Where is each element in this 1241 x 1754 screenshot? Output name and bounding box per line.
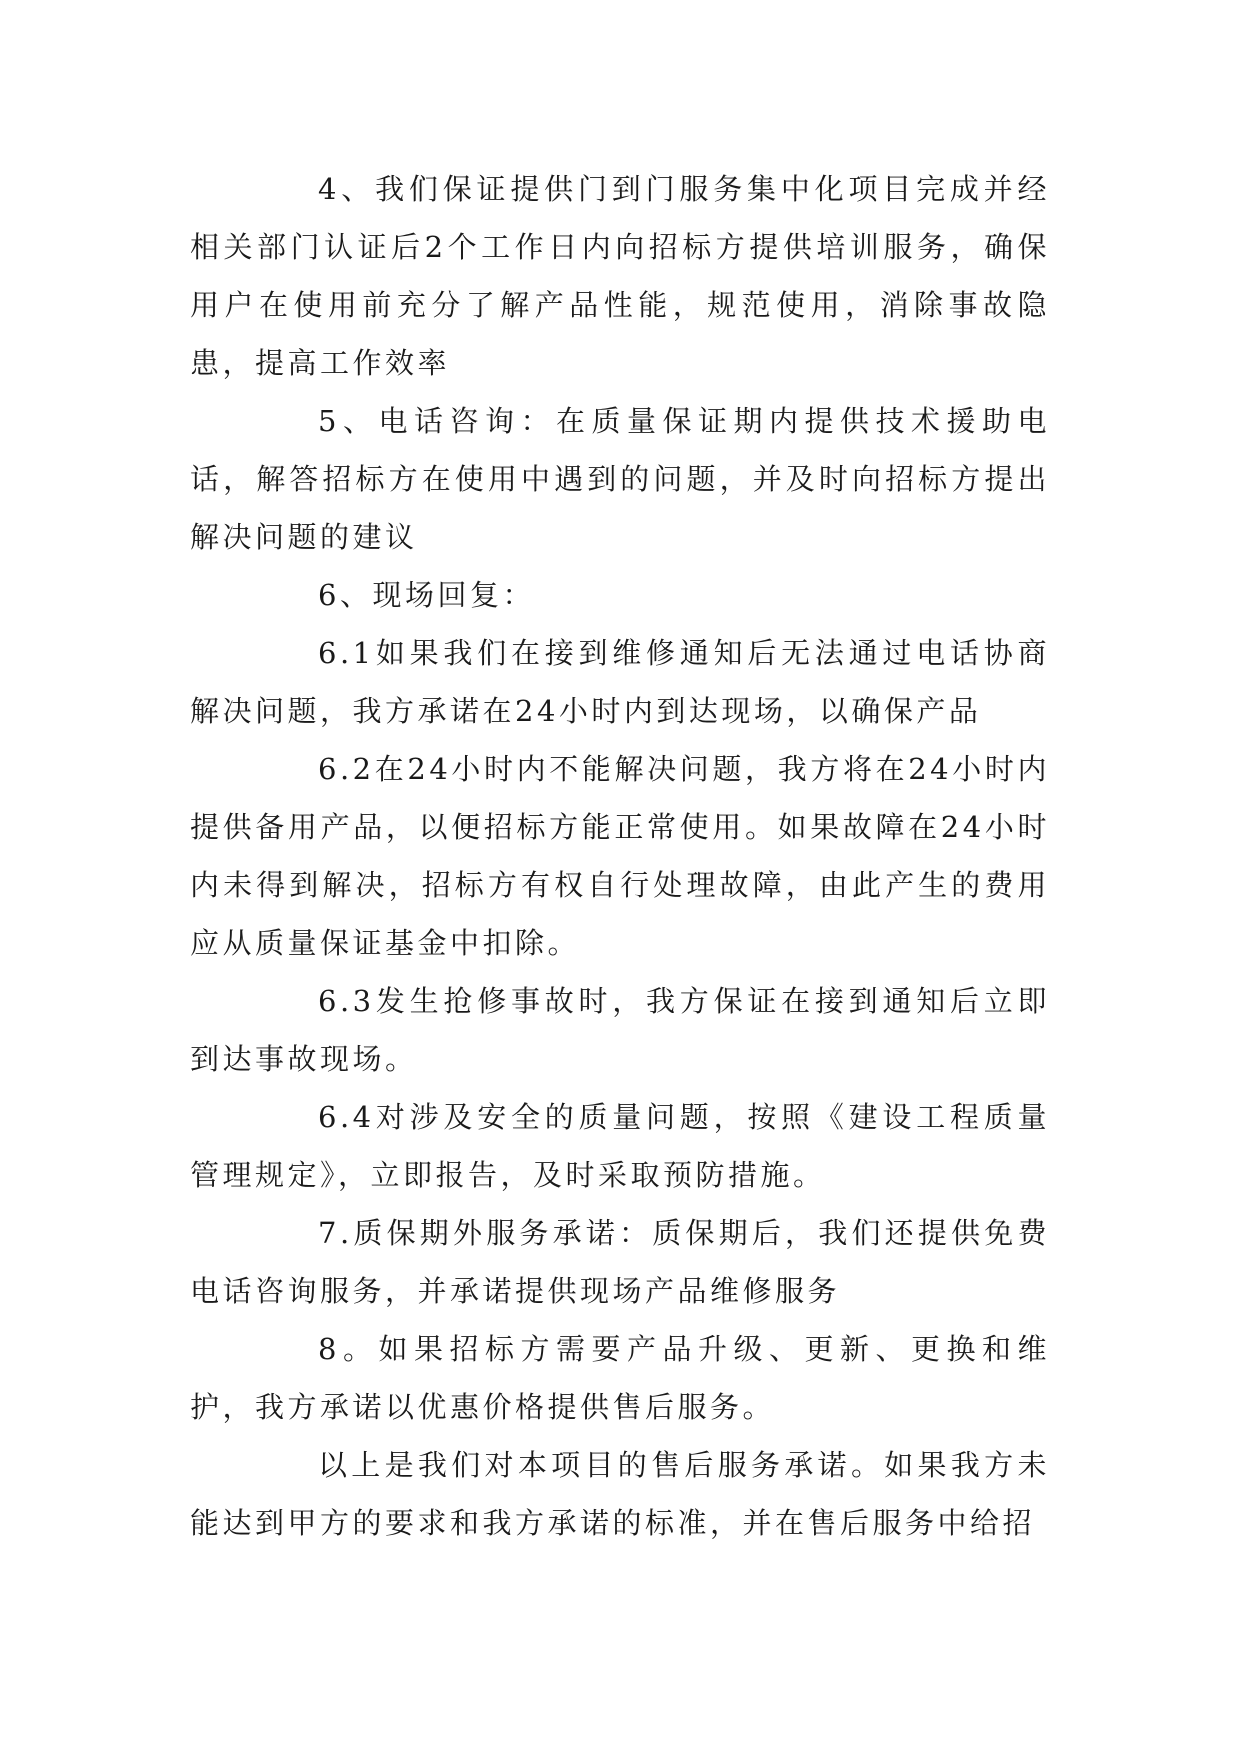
paragraph-phone-consultation: 5、电话咨询：在质量保证期内提供技术援助电话，解答招标方在使用中遇到的问题，并及时向招标方提出解决问题的建议 (190, 404, 1050, 554)
paragraph-onsite-response-heading: 6、现场回复： (318, 578, 535, 612)
paragraph-clause-6-3: 6.3发生抢修事故时，我方保证在接到通知后立即到达事故现场。 (190, 984, 1050, 1076)
paragraph-clause-6-2: 6.2在24小时内不能解决问题，我方将在24小时内提供备用产品，以便招标方能正常使用。如果故障在24小时内未得到解决，招标方有权自行处理故障，由此产生的费用应从质量保证基金中扣除。 (190, 752, 1050, 960)
paragraph-summary: 以上是我们对本项目的售后服务承诺。如果我方未能达到甲方的要求和我方承诺的标准，并在售后服务中给招 (190, 1448, 1050, 1540)
paragraph-upgrade-service: 8。如果招标方需要产品升级、更新、更换和维护，我方承诺以优惠价格提供售后服务。 (190, 1332, 1050, 1424)
paragraph-clause-6-4: 6.4对涉及安全的质量问题，按照《建设工程质量管理规定》，立即报告，及时采取预防措施。 (190, 1100, 1050, 1192)
paragraph-post-warranty-service: 7.质保期外服务承诺：质保期后，我们还提供免费电话咨询服务，并承诺提供现场产品维修服务 (190, 1216, 1050, 1308)
paragraph-training-service: 4、我们保证提供门到门服务集中化项目完成并经相关部门认证后2个工作日内向招标方提供培训服务，确保用户在使用前充分了解产品性能，规范使用，消除事故隐患，提高工作效率 (190, 172, 1050, 380)
document-body (190, 160, 1050, 1552)
paragraph-clause-6-1: 6.1如果我们在接到维修通知后无法通过电话协商解决问题，我方承诺在24小时内到达现场，以确保产品 (190, 636, 1050, 728)
